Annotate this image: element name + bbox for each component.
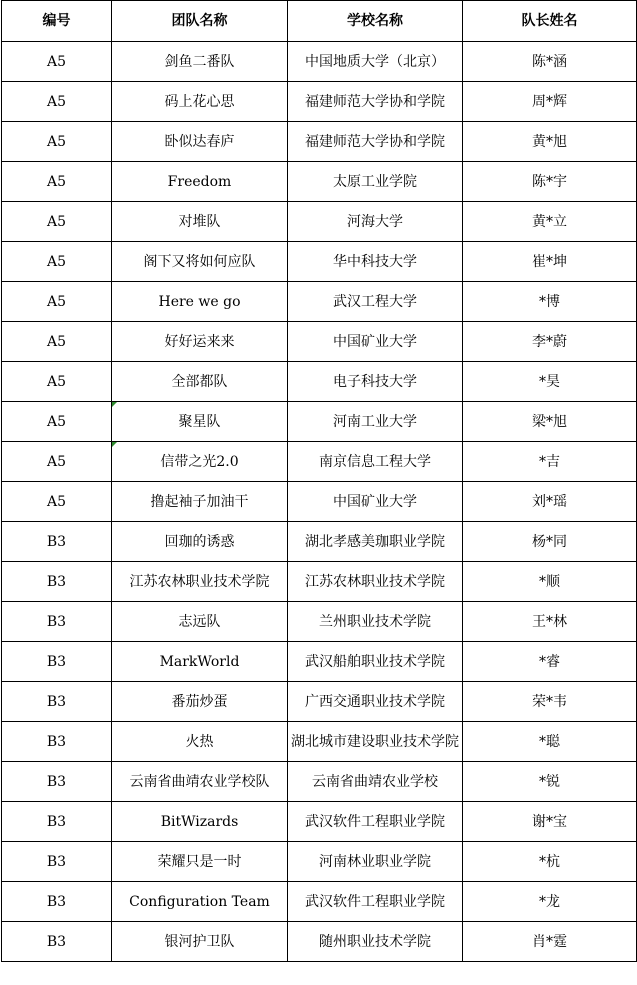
cell-school-name: 福建师范大学协和学院 bbox=[288, 82, 463, 122]
cell-team-name: MarkWorld bbox=[112, 642, 288, 682]
cell-captain-name: 李*蔚 bbox=[463, 322, 637, 362]
cell-id: A5 bbox=[2, 162, 112, 202]
table-row bbox=[2, 882, 637, 922]
table-row bbox=[2, 922, 637, 962]
table-row bbox=[2, 242, 637, 282]
cell-id: B3 bbox=[2, 722, 112, 762]
cell-id: A5 bbox=[2, 242, 112, 282]
cell-team-name: 聚星队 bbox=[112, 402, 288, 442]
cell-captain-name: 黄*立 bbox=[463, 202, 637, 242]
table-row bbox=[2, 122, 637, 162]
cell-id: A5 bbox=[2, 362, 112, 402]
cell-id: B3 bbox=[2, 522, 112, 562]
table-row bbox=[2, 842, 637, 882]
cell-id: B3 bbox=[2, 562, 112, 602]
cell-school-name: 中国地质大学（北京） bbox=[288, 42, 463, 82]
header-team-name: 团队名称 bbox=[112, 1, 288, 42]
cell-id: A5 bbox=[2, 42, 112, 82]
cell-id: A5 bbox=[2, 82, 112, 122]
cell-school-name: 南京信息工程大学 bbox=[288, 442, 463, 482]
cell-team-name: 江苏农林职业技术学院 bbox=[112, 562, 288, 602]
cell-team-name: 荣耀只是一时 bbox=[112, 842, 288, 882]
cell-id: B3 bbox=[2, 882, 112, 922]
cell-school-name: 兰州职业技术学院 bbox=[288, 602, 463, 642]
table-row bbox=[2, 602, 637, 642]
cell-id: B3 bbox=[2, 802, 112, 842]
table-row bbox=[2, 162, 637, 202]
cell-team-name: 志远队 bbox=[112, 602, 288, 642]
cell-school-name: 武汉软件工程职业学院 bbox=[288, 802, 463, 842]
cell-team-name: 剑鱼二番队 bbox=[112, 42, 288, 82]
cell-captain-name: 周*辉 bbox=[463, 82, 637, 122]
cell-id: A5 bbox=[2, 442, 112, 482]
cell-captain-name: *杭 bbox=[463, 842, 637, 882]
table-row bbox=[2, 402, 637, 442]
cell-captain-name: 黄*旭 bbox=[463, 122, 637, 162]
cell-captain-name: *昊 bbox=[463, 362, 637, 402]
table-row bbox=[2, 202, 637, 242]
cell-id: B3 bbox=[2, 762, 112, 802]
cell-team-name: 好好运来来 bbox=[112, 322, 288, 362]
cell-team-name: Freedom bbox=[112, 162, 288, 202]
table-row bbox=[2, 802, 637, 842]
cell-captain-name: 荣*韦 bbox=[463, 682, 637, 722]
cell-captain-name: *博 bbox=[463, 282, 637, 322]
cell-captain-name: 杨*同 bbox=[463, 522, 637, 562]
cell-captain-name: 肖*霆 bbox=[463, 922, 637, 962]
cell-school-name: 随州职业技术学院 bbox=[288, 922, 463, 962]
table-row bbox=[2, 322, 637, 362]
cell-id: B3 bbox=[2, 682, 112, 722]
cell-captain-name: *龙 bbox=[463, 882, 637, 922]
cell-captain-name: *顺 bbox=[463, 562, 637, 602]
cell-captain-name: 陈*涵 bbox=[463, 42, 637, 82]
cell-school-name: 湖北孝感美珈职业学院 bbox=[288, 522, 463, 562]
cell-team-name: 撸起袖子加油干 bbox=[112, 482, 288, 522]
cell-captain-name: 王*林 bbox=[463, 602, 637, 642]
cell-school-name: 广西交通职业技术学院 bbox=[288, 682, 463, 722]
cell-id: A5 bbox=[2, 122, 112, 162]
cell-id: A5 bbox=[2, 202, 112, 242]
header-id: 编号 bbox=[2, 1, 112, 42]
table-row bbox=[2, 522, 637, 562]
table-row bbox=[2, 722, 637, 762]
table-row bbox=[2, 82, 637, 122]
cell-school-name: 华中科技大学 bbox=[288, 242, 463, 282]
header-row bbox=[2, 1, 637, 42]
cell-school-name: 福建师范大学协和学院 bbox=[288, 122, 463, 162]
cell-captain-name: *锐 bbox=[463, 762, 637, 802]
cell-team-name: 银河护卫队 bbox=[112, 922, 288, 962]
cell-school-name: 武汉软件工程职业学院 bbox=[288, 882, 463, 922]
cell-school-name: 湖北城市建设职业技术学院 bbox=[288, 722, 463, 762]
cell-school-name: 武汉船舶职业技术学院 bbox=[288, 642, 463, 682]
cell-team-name: Configuration Team bbox=[112, 882, 288, 922]
header-captain-name: 队长姓名 bbox=[463, 1, 637, 42]
cell-id: B3 bbox=[2, 922, 112, 962]
cell-team-name: Here we go bbox=[112, 282, 288, 322]
cell-school-name: 江苏农林职业技术学院 bbox=[288, 562, 463, 602]
cell-school-name: 太原工业学院 bbox=[288, 162, 463, 202]
cell-id: A5 bbox=[2, 402, 112, 442]
table-row bbox=[2, 442, 637, 482]
cell-captain-name: 谢*宝 bbox=[463, 802, 637, 842]
cell-captain-name: 刘*瑶 bbox=[463, 482, 637, 522]
cell-school-name: 云南省曲靖农业学校 bbox=[288, 762, 463, 802]
cell-team-name: 火热 bbox=[112, 722, 288, 762]
table-row bbox=[2, 762, 637, 802]
cell-id: B3 bbox=[2, 602, 112, 642]
cell-school-name: 河南工业大学 bbox=[288, 402, 463, 442]
cell-captain-name: 陈*宇 bbox=[463, 162, 637, 202]
cell-school-name: 中国矿业大学 bbox=[288, 322, 463, 362]
table-row bbox=[2, 682, 637, 722]
table-row bbox=[2, 42, 637, 82]
cell-id: A5 bbox=[2, 322, 112, 362]
table-row bbox=[2, 482, 637, 522]
cell-captain-name: *睿 bbox=[463, 642, 637, 682]
cell-school-name: 电子科技大学 bbox=[288, 362, 463, 402]
header-school-name: 学校名称 bbox=[288, 1, 463, 42]
cell-team-name: 回珈的诱惑 bbox=[112, 522, 288, 562]
cell-school-name: 中国矿业大学 bbox=[288, 482, 463, 522]
cell-team-name: 对堆队 bbox=[112, 202, 288, 242]
cell-team-name: 阁下又将如何应队 bbox=[112, 242, 288, 282]
team-table bbox=[1, 0, 637, 962]
cell-captain-name: 崔*坤 bbox=[463, 242, 637, 282]
cell-captain-name: 梁*旭 bbox=[463, 402, 637, 442]
cell-id: B3 bbox=[2, 642, 112, 682]
cell-captain-name: *聪 bbox=[463, 722, 637, 762]
cell-team-name: 全部都队 bbox=[112, 362, 288, 402]
cell-school-name: 武汉工程大学 bbox=[288, 282, 463, 322]
table-row bbox=[2, 282, 637, 322]
cell-team-name: 云南省曲靖农业学校队 bbox=[112, 762, 288, 802]
cell-id: B3 bbox=[2, 842, 112, 882]
cell-id: A5 bbox=[2, 282, 112, 322]
cell-school-name: 河海大学 bbox=[288, 202, 463, 242]
cell-team-name: 信带之光2.0 bbox=[112, 442, 288, 482]
cell-captain-name: *吉 bbox=[463, 442, 637, 482]
cell-team-name: 码上花心思 bbox=[112, 82, 288, 122]
cell-team-name: 卧似达春庐 bbox=[112, 122, 288, 162]
table-row bbox=[2, 642, 637, 682]
table-row bbox=[2, 362, 637, 402]
table-row bbox=[2, 562, 637, 602]
cell-team-name: BitWizards bbox=[112, 802, 288, 842]
cell-id: A5 bbox=[2, 482, 112, 522]
cell-school-name: 河南林业职业学院 bbox=[288, 842, 463, 882]
cell-team-name: 番茄炒蛋 bbox=[112, 682, 288, 722]
